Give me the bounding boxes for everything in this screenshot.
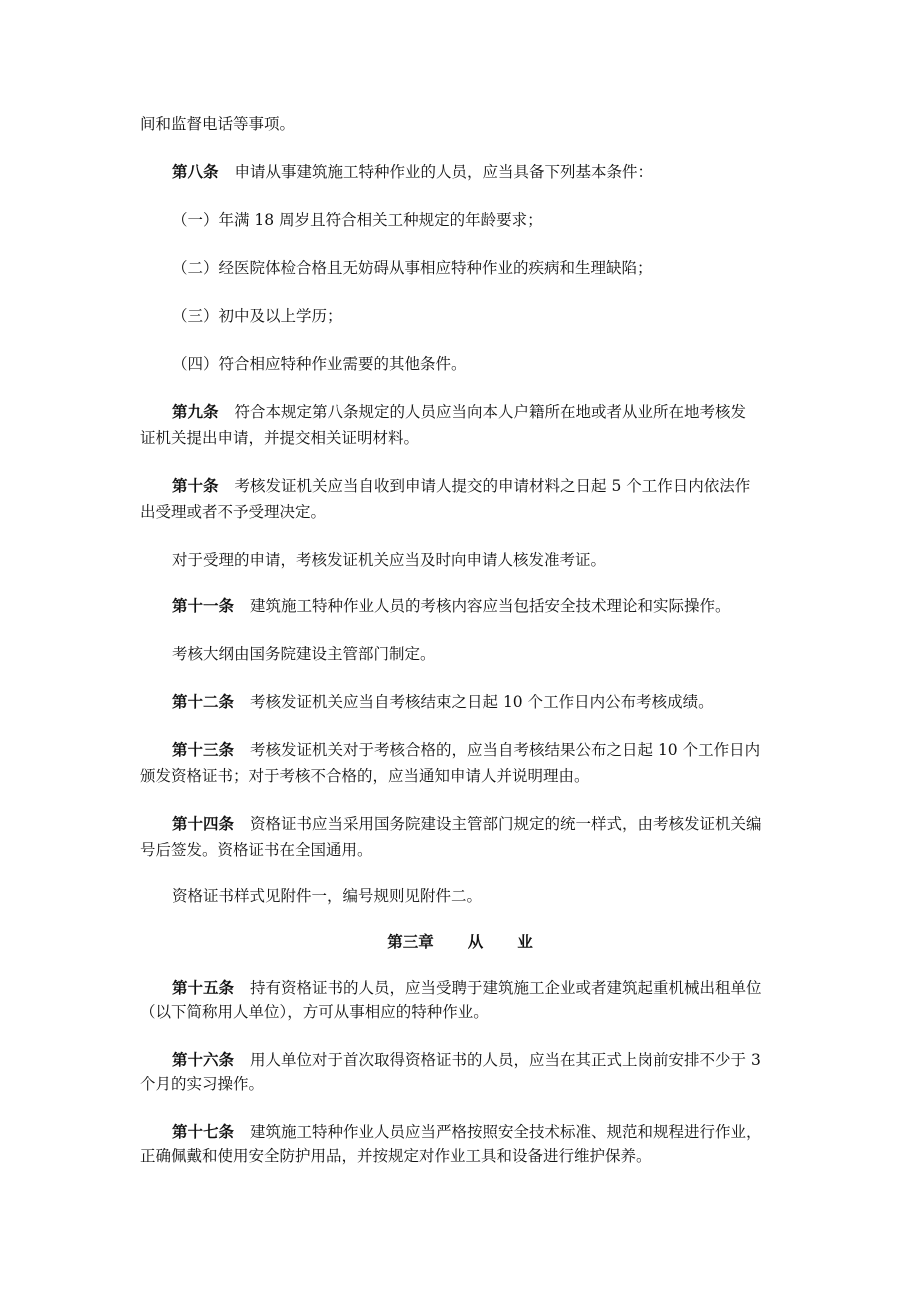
article-label: 第十六条: [172, 1050, 235, 1069]
condition-item: （三）初中及以上学历；: [172, 307, 343, 325]
article-text: 建筑施工特种作业人员应当严格按照安全技术标准、规范和规程进行作业，: [250, 1123, 762, 1141]
article-text: 资格证书应当采用国务院建设主管部门规定的统一样式，由考核发证机关编: [250, 815, 762, 833]
article-8: [172, 162, 653, 182]
article-label: 第八条: [172, 162, 219, 181]
article-13: [172, 740, 760, 760]
condition-item: （二）经医院体检合格且无妨碍从事相应特种作业的疾病和生理缺陷；: [172, 259, 653, 277]
article-text: 考核发证机关应当自考核结束之日起 10 个工作日内公布考核成绩。: [250, 693, 714, 711]
chapter-title-part: 从: [467, 932, 484, 951]
condition-item: （四）符合相应特种作业需要的其他条件。: [172, 355, 467, 373]
article-text: 申请从事建筑施工特种作业的人员，应当具备下列基本条件：: [234, 163, 654, 181]
article-11: [172, 596, 731, 616]
chapter-number: 第三章: [387, 932, 434, 951]
article-text-cont: 出受理或者不予受理决定。: [140, 503, 327, 521]
article-17: [172, 1122, 762, 1142]
article-16: [172, 1050, 761, 1070]
article-text-cont: 个月的实习操作。: [140, 1075, 265, 1093]
article-text: 考核发证机关对于考核合格的，应当自考核结果公布之日起 10 个工作日内: [250, 741, 761, 759]
article-label: 第十条: [172, 476, 219, 495]
article-10: [172, 476, 750, 496]
article-label: 第十五条: [172, 978, 235, 997]
article-text-cont: （以下简称用人单位），方可从事相应的特种作业。: [140, 1003, 489, 1021]
article-text: 用人单位对于首次取得资格证书的人员，应当在其正式上岗前安排不少于 3: [250, 1051, 761, 1069]
article-label: 第十四条: [172, 814, 235, 833]
article-label: 第十一条: [172, 596, 235, 615]
chapter-heading: [0, 932, 920, 952]
article-text: 持有资格证书的人员，应当受聘于建筑施工企业或者建筑起重机械出租单位: [250, 979, 762, 997]
article-text-cont: 正确佩戴和使用安全防护用品，并按规定对作业工具和设备进行维护保养。: [140, 1147, 652, 1165]
article-12: [172, 692, 714, 712]
article-14: [172, 814, 762, 834]
paragraph: 资格证书样式见附件一，编号规则见附件二。: [172, 887, 483, 905]
paragraph: 考核大纲由国务院建设主管部门制定。: [172, 645, 436, 663]
article-text: 符合本规定第八条规定的人员应当向本人户籍所在地或者从业所在地考核发: [234, 403, 747, 421]
paragraph: 对于受理的申请，考核发证机关应当及时向申请人核发准考证。: [172, 551, 607, 569]
condition-item: （一）年满 18 周岁且符合相关工种规定的年龄要求；: [172, 211, 543, 229]
article-label: 第十三条: [172, 740, 235, 759]
article-label: 第十二条: [172, 692, 235, 711]
chapter-title-part: 业: [517, 932, 533, 951]
article-text: 考核发证机关应当自收到申请人提交的申请材料之日起 5 个工作日内依法作: [234, 477, 751, 495]
article-9: [172, 402, 746, 422]
article-15: [172, 978, 762, 998]
article-text-cont: 号后签发。资格证书在全国通用。: [140, 841, 373, 859]
article-text-cont: 证机关提出申请，并提交相关证明材料。: [140, 429, 420, 447]
article-label: 第九条: [172, 402, 219, 421]
article-text-cont: 颁发资格证书；对于考核不合格的，应当通知申请人并说明理由。: [140, 767, 590, 785]
article-text: 建筑施工特种作业人员的考核内容应当包括安全技术理论和实际操作。: [250, 597, 731, 615]
continuation-text: 间和监督电话等事项。: [140, 115, 296, 133]
article-label: 第十七条: [172, 1122, 235, 1141]
